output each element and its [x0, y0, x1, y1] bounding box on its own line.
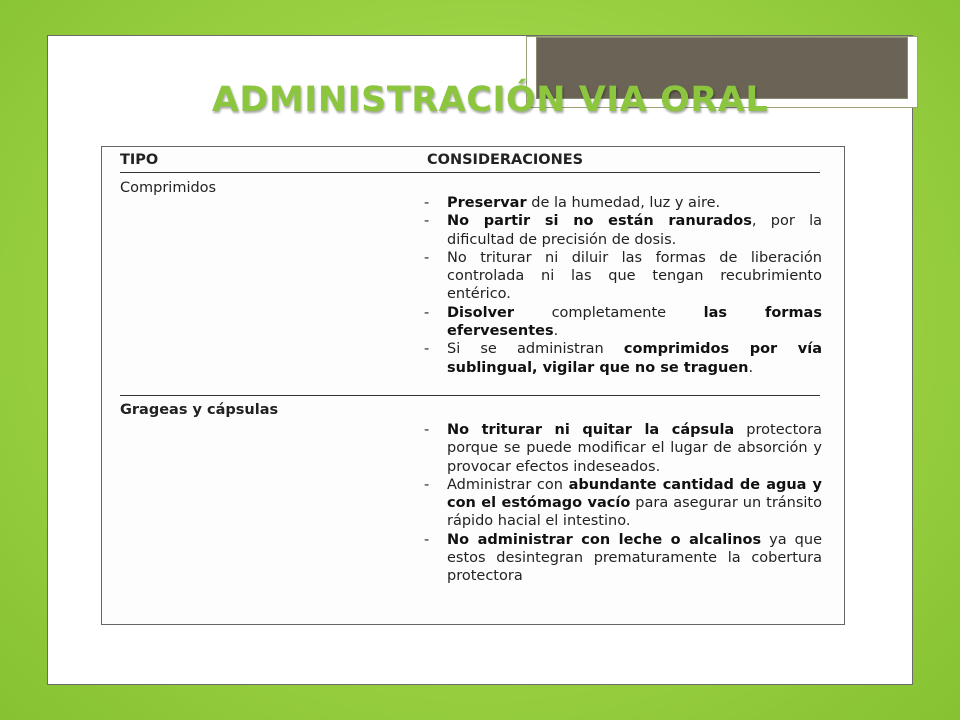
row-type-comprimidos: Comprimidos [120, 180, 217, 196]
list-item: - No triturar ni quitar la cápsula protectora porque se puede modificar el lugar de absorción y provocar efectos indeseados. [424, 422, 822, 475]
list-item: - Preservar de la humedad, luz y aire. [424, 195, 721, 211]
header-consideraciones: CONSIDERACIONES [427, 152, 584, 168]
list-item: - Si se administran comprimidos por vía sublingual, vigilar que no se traguen. [424, 341, 822, 376]
row-divider [120, 395, 820, 396]
comprimidos-considerations [422, 194, 822, 377]
slide-title: ADMINISTRACIÓN VIA ORAL [211, 80, 769, 120]
row-type-grageas: Grageas y cápsulas [120, 402, 279, 418]
list-item: - No triturar ni diluir las formas de liberación controlada ni las que tengan recubrimiento entérico. [424, 249, 822, 303]
list-item: - No administrar con leche o alcalinos ya que estos desintegran prematuramente la cobertura protectora [424, 531, 822, 585]
list-item: - No partir si no están ranurados, por la dificultad de precisión de dosis. [424, 213, 822, 248]
considerations-table [101, 146, 845, 625]
list-item: - Disolver completamente las formas efervesentes. [424, 304, 822, 340]
list-item: - Administrar con abundante cantidad de agua y con el estómago vacío para asegurar un tránsito rápido hacial el intestino. [424, 476, 822, 530]
grageas-considerations [422, 421, 822, 586]
header-divider [120, 172, 820, 173]
header-tipo: TIPO [120, 152, 159, 168]
